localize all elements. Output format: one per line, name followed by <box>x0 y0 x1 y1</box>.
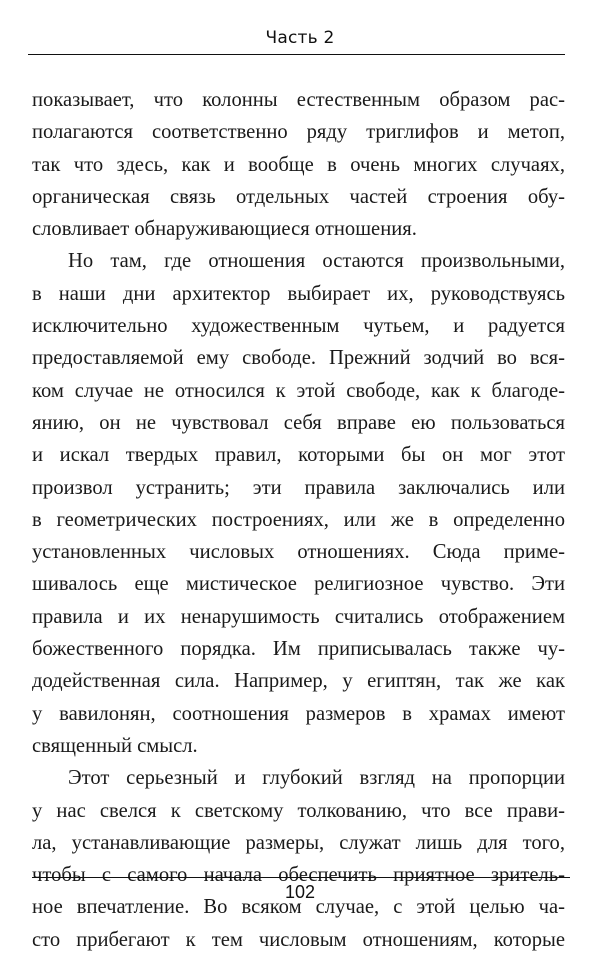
footer-rule <box>32 877 570 878</box>
text-line: ное впечатление. Во всяком случае, с этой целью ча- <box>32 896 565 919</box>
text-line: и искал твердых правил, которыми бы он мог этот <box>32 444 565 467</box>
text-line: исключительно художественным чутьем, и радуется <box>32 315 565 338</box>
text-line: Но там, где отношения остаются произвольными, <box>68 250 565 273</box>
text-line: установленных числовых отношениях. Сюда приме- <box>32 541 565 564</box>
text-line: шивалось еще мистическое религиозное чувство. Эти <box>32 573 565 596</box>
text-line: так что здесь, как и вообще в очень многих случаях, <box>32 153 565 176</box>
text-line: Этот серьезный и глубокий взгляд на пропорции <box>68 767 565 790</box>
paragraph-3 <box>32 762 565 956</box>
paragraph-1 <box>32 84 565 245</box>
paragraph-2 <box>32 245 565 762</box>
text-line: чтобы с самого начала обеспечить приятное зритель- <box>32 864 565 887</box>
page-number: 102 <box>284 882 316 902</box>
text-line: правила и их ненарушимость считались отображением <box>32 605 565 628</box>
text-line: янию, он не чувствовал себя вправе ею пользоваться <box>32 411 565 434</box>
header-rule <box>28 54 565 55</box>
text-line: у вавилонян, соотношения размеров в храмах имеют <box>32 702 565 725</box>
text-line: священный смысл. <box>32 734 198 757</box>
text-line: додейственная сила. Например, у египтян, так же как <box>32 670 565 693</box>
text-line: в наши дни архитектор выбирает их, руководствуясь <box>32 282 565 305</box>
text-line: божественного порядка. Им приписывалась также чу- <box>32 638 565 661</box>
text-line: сто прибегают к тем числовым отношениям, которые <box>32 928 565 951</box>
body-text <box>32 84 565 956</box>
text-line: ла, устанавливающие размеры, служат лишь для того, <box>32 831 565 854</box>
text-line: в геометрических построениях, или же в определенно <box>32 508 565 531</box>
text-line: словливает обнаруживающиеся отношения. <box>32 218 417 241</box>
text-line: предоставляемой ему свободе. Прежний зодчий во вся- <box>32 347 565 370</box>
text-line: полагаются соответственно ряду триглифов и метоп, <box>32 121 565 144</box>
text-line: ком случае не относился к этой свободе, как к благоде- <box>32 379 565 402</box>
text-line: произвол устранить; эти правила заключались или <box>32 476 565 499</box>
text-line: показывает, что колонны естественным образом рас- <box>32 89 565 111</box>
text-line: органическая связь отдельных частей строения обу- <box>32 185 565 208</box>
text-line: у нас свелся к светскому толкованию, что все прави- <box>32 799 565 822</box>
running-head: Часть 2 <box>265 28 335 48</box>
